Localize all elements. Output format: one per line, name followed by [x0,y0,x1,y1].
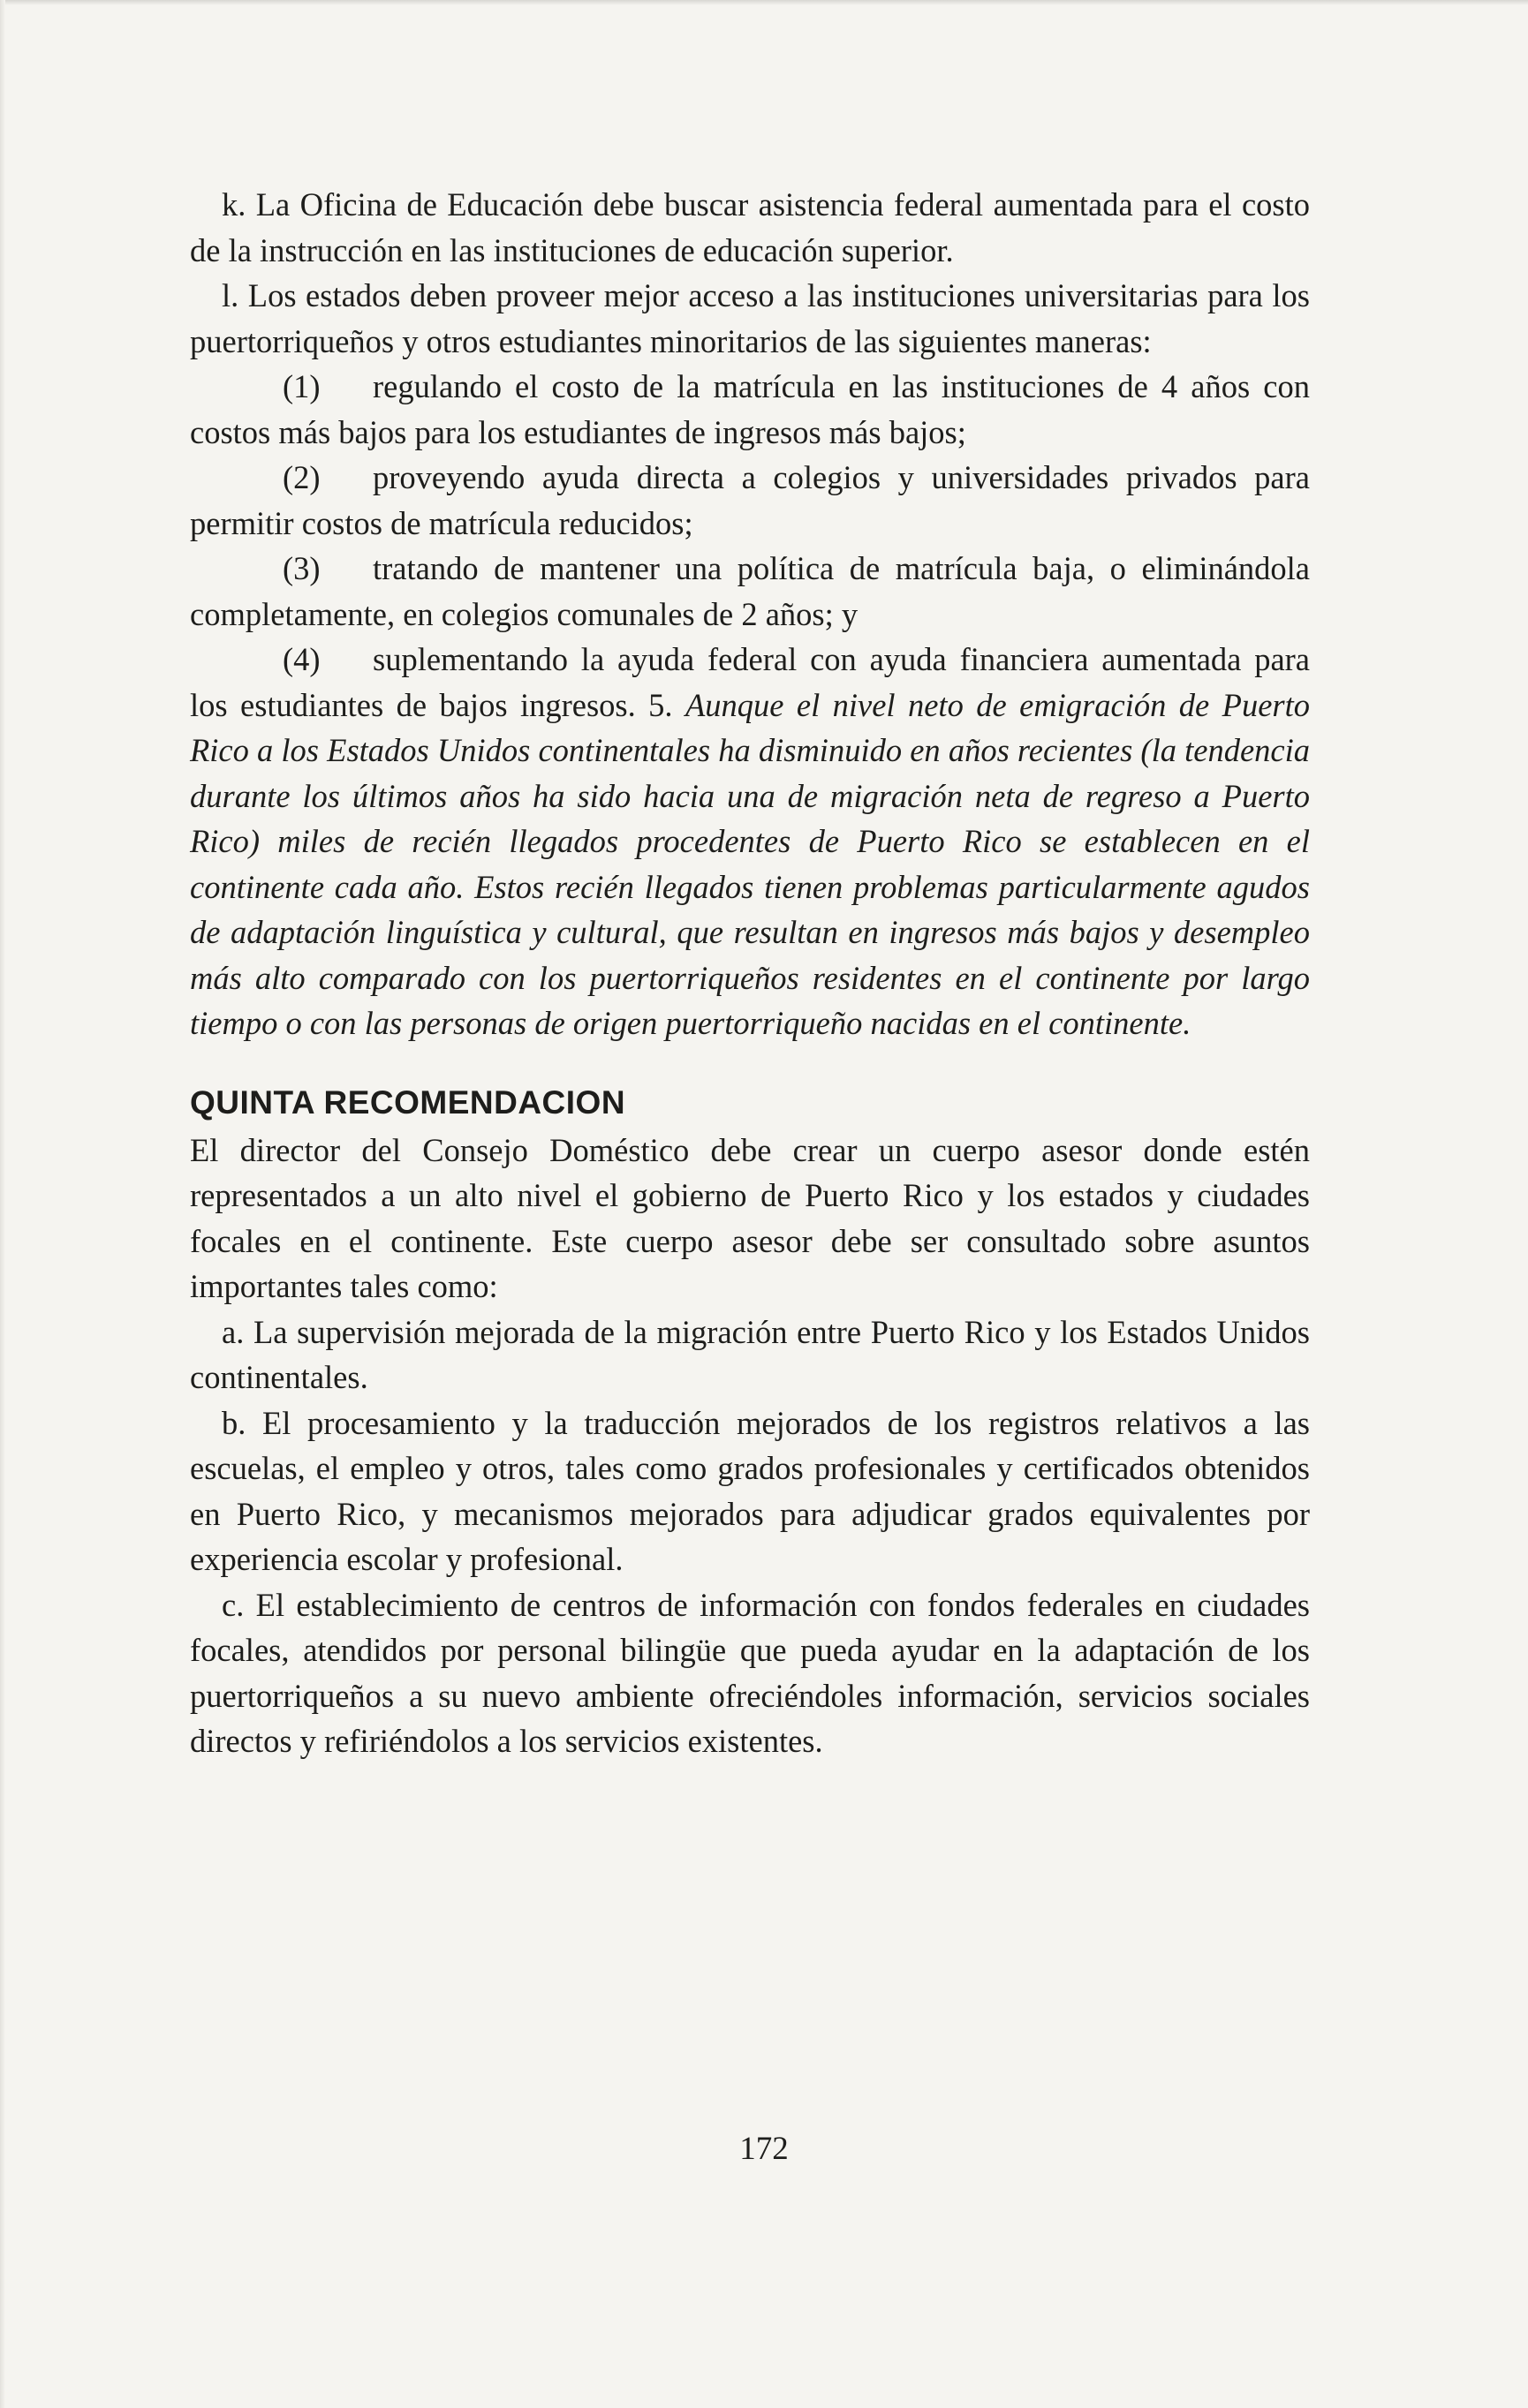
paragraph-l: l. Los estados deben proveer mejor acceso a las instituciones universitarias para los puertorriqueños y otros estudiantes minoritarios de las siguientes maneras: [190,277,1310,359]
list-text: suplementando la ayuda federal con ayuda financiera aumentada para los estudiantes de bajos ingresos. 5. [190,641,1310,723]
paragraph-k: k. La Oficina de Educación debe buscar asistencia federal aumentada para el costo de la instrucción en las instituciones de educación superior. [190,186,1310,268]
list-text: proveyendo ayuda directa a colegios y universidades privados para permitir costos de matrícula reducidos; [190,459,1310,541]
paragraph-a: a. La supervisión mejorada de la migración entre Puerto Rico y los Estados Unidos continentales. [190,1313,1310,1395]
paragraph-b: b. El procesamiento y la traducción mejorados de los registros relativos a las escuelas, el empleo y otros, tales como grados profesionales y certificados obtenidos en Puerto Rico, y mecanismos mejorados para adjudicar grados equivalentes por experiencia escolar y profesional. [190,1404,1310,1577]
list-item-2 [190,455,1310,546]
list-item-4 [190,637,1310,1046]
list-number: (3) [283,550,321,586]
list-text: regulando el costo de la matrícula en las instituciones de 4 años con costos más bajos para los estudiantes de ingresos más bajos; [190,368,1310,450]
list-number: (2) [283,459,321,495]
paragraph-intro: El director del Consejo Doméstico debe crear un cuerpo asesor donde estén representados a un alto nivel el gobierno de Puerto Rico y los estados y ciudades focales en el continente. Este cuerpo asesor debe ser consultado sobre asuntos importantes tales como: [190,1131,1310,1304]
list-number: (4) [283,641,321,677]
page-number: 172 [739,2131,789,2167]
section-heading: QUINTA RECOMENDACION [190,1083,626,1121]
list-item-3 [190,546,1310,637]
page-top-edge [0,0,1528,5]
italic-note: Aunque el nivel neto de emigración de Puerto Rico a los Estados Unidos continentales ha disminuido en años recientes (la tendencia durante los últimos años ha sido hacia una de migración neta de regreso a Puerto Rico) miles de recién llegados procedentes de Puerto Rico se establecen en el continente cada año. Estos recién llegados tienen problemas particularmente agudos de adaptación linguística y cultural, que resultan en ingresos más bajos y desempleo más alto comparado con los puertorriqueños residentes en el continente por largo tiempo o con las personas de origen puertorriqueño nacidas en el continente. [190,686,1310,1041]
list-text: tratando de mantener una política de matrícula baja, o eliminándola completamente, en colegios comunales de 2 años; y [190,550,1310,632]
page-left-edge [0,0,5,2408]
body-text [190,182,1310,1764]
list-item-1 [190,364,1310,455]
paragraph-c: c. El establecimiento de centros de información con fondos federales en ciudades focales, atendidos por personal bilingüe que pueda ayudar en la adaptación de los puertorriqueños a su nuevo ambiente ofreciéndoles información, servicios sociales directos y refiriéndolos a los servicios existentes. [190,1586,1310,1759]
list-number: (1) [283,368,321,404]
